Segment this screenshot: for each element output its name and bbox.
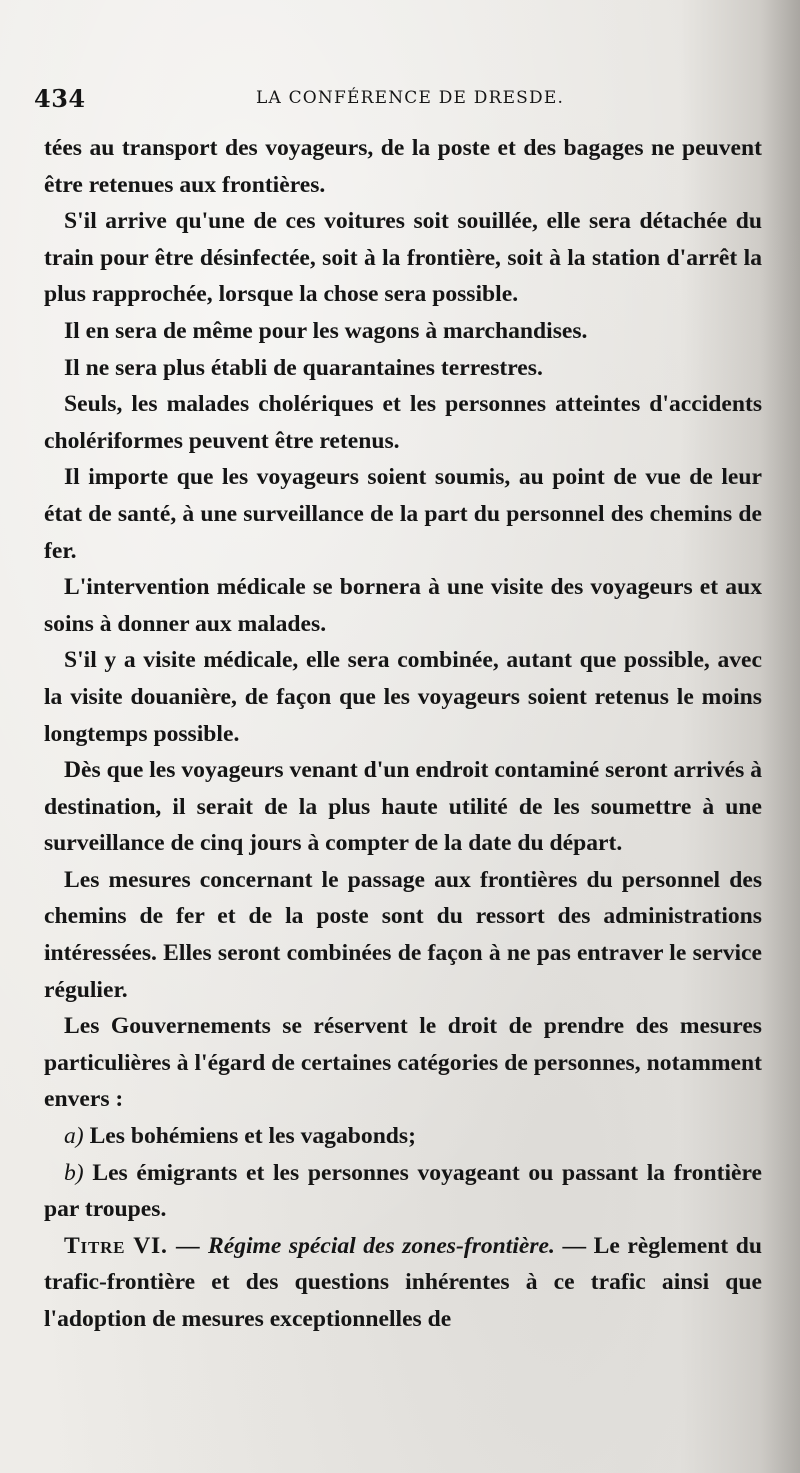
page-header xyxy=(34,84,764,120)
page-body xyxy=(44,130,762,1338)
paragraph: Il en sera de même pour les wagons à marchandises. xyxy=(64,317,588,344)
list-item xyxy=(44,1155,762,1228)
paragraph: S'il arrive qu'une de ces voitures soit souillée, elle sera détachée du train pour être désinfectée, soit à la frontière, soit à la station d'arrêt la plus rapprochée, lorsque la chose sera possible. xyxy=(44,208,762,308)
paragraph: Seuls, les malades cholériques et les personnes atteintes d'accidents cholériformes peuvent être retenus. xyxy=(44,391,762,454)
section-title-text: — Le règlement du trafic-frontière et des questions inhérentes à ce trafic ainsi que l'adoption de mesures exceptionnelles de xyxy=(44,1232,762,1332)
paragraph: tées au transport des voyageurs, de la poste et des bagages ne peuvent être retenues aux frontières. xyxy=(44,135,762,198)
section-title: Régime spécial des zones-frontière. xyxy=(207,1232,555,1259)
section-title-paragraph xyxy=(44,1228,762,1338)
paragraph: Il importe que les voyageurs soient soumis, au point de vue de leur état de santé, à une surveillance de la part du personnel des chemins de fer. xyxy=(44,464,762,564)
paragraph: Les mesures concernant le passage aux frontières du personnel des chemins de fer et de la poste sont du ressort des administrations intéressées. Elles seront combinées de façon à ne pas entraver le service régulier. xyxy=(44,866,762,1003)
list-item-text: Les bohémiens et les vagabonds; xyxy=(89,1123,416,1150)
list-item xyxy=(44,1118,762,1155)
page-number: 434 xyxy=(34,84,86,113)
running-head: LA CONFÉRENCE DE DRESDE. xyxy=(256,88,565,108)
paragraph: Il ne sera plus établi de quarantaines terrestres. xyxy=(64,354,543,381)
list-item-text: Les émigrants et les personnes voyageant ou passant la frontière par troupes. xyxy=(44,1159,762,1223)
list-marker: b) xyxy=(64,1159,84,1186)
paragraph: L'intervention médicale se bornera à une visite des voyageurs et aux soins à donner aux malades. xyxy=(44,574,762,637)
paragraph: S'il y a visite médicale, elle sera combinée, autant que possible, avec la visite douanière, de façon que les voyageurs soient retenus le moins longtemps possible. xyxy=(44,647,762,747)
list-marker: a) xyxy=(64,1123,84,1150)
paragraph: Les Gouvernements se réservent le droit de prendre des mesures particulières à l'égard de certaines catégories de personnes, notamment envers : xyxy=(44,1013,762,1113)
section-title-lead: Titre VI. — xyxy=(64,1232,201,1259)
paragraph: Dès que les voyageurs venant d'un endroit contaminé seront arrivés à destination, il serait de la plus haute utilité de les soumettre à une surveillance de cinq jours à compter de la date du départ. xyxy=(44,757,762,857)
